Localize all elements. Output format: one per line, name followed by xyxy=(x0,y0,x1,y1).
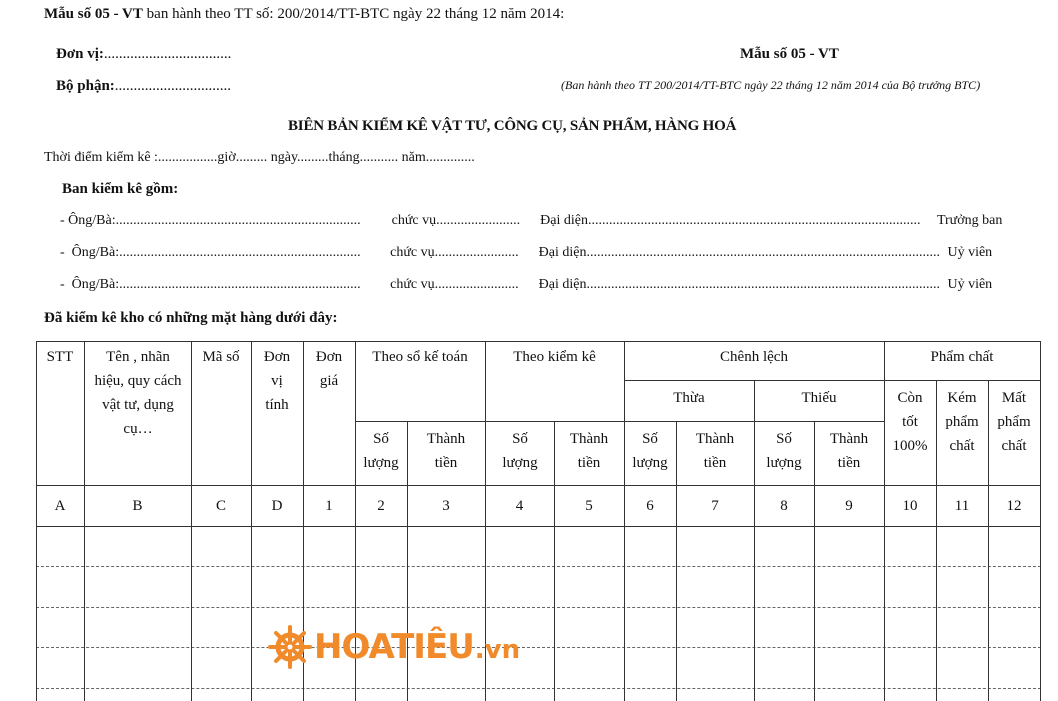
header-books-qty: Số lượng xyxy=(363,431,399,471)
table-row[interactable] xyxy=(36,648,1041,688)
code-cell: 7 xyxy=(711,497,719,514)
don-vi-dots: .................................. xyxy=(103,46,232,62)
code-cell: 4 xyxy=(515,497,524,514)
member-rep-label: Đại diện xyxy=(538,277,587,292)
header-shortage-qty: Số lượng xyxy=(766,431,802,471)
header-by-books: Theo sổ kế toán xyxy=(372,349,468,365)
member-role: Uỷ viên xyxy=(947,277,993,292)
committee-heading: Ban kiểm kê gồm: xyxy=(62,181,179,197)
member-prefix: - Ông/Bà: xyxy=(60,245,120,260)
committee-member-2[interactable] xyxy=(60,245,1036,261)
code-cell: 2 xyxy=(377,497,385,514)
header-count-amount: Thành tiền xyxy=(569,431,609,471)
col-line xyxy=(1040,341,1041,701)
code-cell: 5 xyxy=(585,497,593,514)
code-cell: 8 xyxy=(780,497,788,514)
table-border-top xyxy=(36,341,1041,342)
member-name-dots: ..................................................................... xyxy=(119,277,361,292)
watermark-text: HOATIÊU xyxy=(314,627,474,667)
header-item-name: Tên , nhãn hiệu, quy cách vật tư, dụng cụ… xyxy=(94,349,182,437)
member-position-dots: ........................ xyxy=(434,245,519,260)
form-reference-text: ban hành theo TT số: 200/2014/TT-BTC ngày 22 tháng 12 năm 2014: xyxy=(142,6,565,22)
header-stt: STT xyxy=(46,349,74,365)
table-row[interactable] xyxy=(36,567,1041,607)
code-cell: 1 xyxy=(325,497,333,514)
member-position-dots: ........................ xyxy=(434,277,519,292)
watermark-logo xyxy=(268,624,520,670)
header-divider-1 xyxy=(624,380,1041,381)
header-code: Mã số xyxy=(202,349,240,365)
form-reference-line xyxy=(44,6,564,23)
member-role: Uỷ viên xyxy=(947,245,993,260)
form-reference-code: Mẫu số 05 - VT xyxy=(44,6,143,22)
committee-member-3[interactable] xyxy=(60,277,1036,293)
code-cell: 6 xyxy=(646,497,654,514)
code-cell: A xyxy=(54,497,66,514)
member-position-dots: ........................ xyxy=(436,213,521,228)
code-cell: 10 xyxy=(902,497,918,514)
code-cell: C xyxy=(215,497,226,514)
code-cell: 3 xyxy=(442,497,450,514)
member-position-label: chức vụ xyxy=(390,277,435,292)
member-position-label: chức vụ xyxy=(391,213,437,228)
code-cell: 11 xyxy=(954,497,970,514)
header-surplus-amount: Thành tiền xyxy=(695,431,735,471)
member-name-dots: ..................................................................... xyxy=(119,245,361,260)
header-by-count: Theo kiểm kê xyxy=(513,349,596,365)
member-rep-dots: ............................................................................................... xyxy=(587,213,921,228)
member-name-dots: ...................................................................... xyxy=(115,213,361,228)
header-count-qty: Số lượng xyxy=(502,431,538,471)
member-rep-label: Đại diện xyxy=(538,245,587,260)
items-heading: Đã kiểm kê kho có những mặt hàng dưới đây: xyxy=(44,310,338,326)
don-vi-field[interactable] xyxy=(56,46,231,63)
header-surplus: Thừa xyxy=(673,390,705,406)
header-good: Còn tốt 100% xyxy=(892,390,928,454)
committee-member-1[interactable] xyxy=(60,213,1036,229)
bo-phan-field[interactable] xyxy=(56,78,231,95)
inventory-time-line[interactable]: Thời điểm kiểm kê :.................giờ......... ngày.........tháng........... năm.............. xyxy=(44,150,475,165)
row-divider xyxy=(36,688,1041,689)
form-note: (Ban hành theo TT 200/2014/TT-BTC ngày 22 tháng 12 năm 2014 của Bộ trưởng BTC) xyxy=(561,78,981,92)
header-difference: Chênh lệch xyxy=(720,349,788,365)
header-price: Đơn giá xyxy=(315,349,343,389)
form-code: Mẫu số 05 - VT xyxy=(740,46,839,62)
member-position-label: chức vụ xyxy=(390,245,435,260)
table-row[interactable] xyxy=(36,608,1041,647)
code-cell: B xyxy=(132,497,143,514)
header-unit: Đơn vị tính xyxy=(263,349,291,413)
table-row[interactable] xyxy=(36,526,1041,566)
don-vi-label: Đơn vị: xyxy=(56,46,104,62)
header-divider-2 xyxy=(355,421,884,422)
header-shortage: Thiếu xyxy=(801,390,837,406)
bo-phan-label: Bộ phận: xyxy=(56,78,115,94)
member-prefix: - Ông/Bà: xyxy=(60,213,116,228)
document-title: BIÊN BẢN KIỂM KÊ VẬT TƯ, CÔNG CỤ, SẢN PHẨM, HÀNG HOÁ xyxy=(288,118,737,134)
member-role: Trưởng ban xyxy=(936,213,1003,228)
member-rep-dots: ..................................................................................................... xyxy=(586,277,940,292)
member-prefix: - Ông/Bà: xyxy=(60,277,120,292)
header-lost: Mất phẩm chất xyxy=(997,390,1031,454)
header-quality: Phẩm chất xyxy=(930,349,994,365)
bo-phan-dots: ............................... xyxy=(114,78,232,94)
header-books-amount: Thành tiền xyxy=(426,431,466,471)
header-shortage-amount: Thành tiền xyxy=(829,431,869,471)
header-surplus-qty: Số lượng xyxy=(632,431,668,471)
header-degraded: Kém phẩm chất xyxy=(945,390,979,454)
watermark-suffix: .vn xyxy=(474,635,521,665)
code-cell: 12 xyxy=(1006,497,1022,514)
member-rep-label: Đại diện xyxy=(540,213,588,228)
code-cell: 9 xyxy=(845,497,853,514)
ship-wheel-icon xyxy=(268,625,312,669)
member-rep-dots: ..................................................................................................... xyxy=(586,245,940,260)
code-cell: D xyxy=(271,497,283,514)
